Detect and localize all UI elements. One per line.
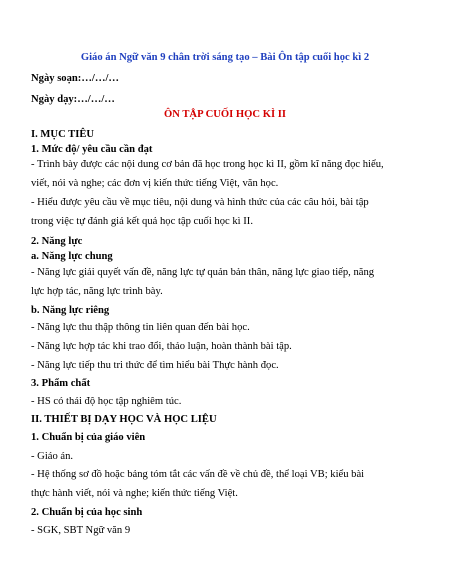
body-line: - HS có thái độ học tập nghiêm túc. (31, 396, 182, 407)
date-compose: Ngày soạn:…/…/… (31, 73, 119, 84)
body-line: - Năng lực tiếp thu tri thức để tìm hiểu bài Thực hành đọc. (31, 360, 279, 371)
lesson-title: ÔN TẬP CUỐI HỌC KÌ II (164, 109, 286, 120)
subsection-heading: a. Năng lực chung (31, 251, 113, 262)
body-line: - Năng lực thu thập thông tin liên quan đến bài học. (31, 322, 250, 333)
date-teach: Ngày dạy:…/…/… (31, 94, 115, 105)
body-line: - Giáo án. (31, 451, 74, 462)
body-line: trong việc tự đánh giá kết quả học tập cuối học kì II. (31, 216, 253, 227)
body-line: viết, nói và nghe; các đơn vị kiến thức tiếng Việt, văn học. (31, 178, 279, 189)
subsection-heading: 1. Chuẩn bị của giáo viên (31, 432, 146, 443)
body-line: - Hiểu được yêu cầu về mục tiêu, nội dung và hình thức của các câu hỏi, bài tập (31, 197, 369, 208)
body-line: - Năng lực hợp tác khi trao đổi, thảo luận, hoàn thành bài tập. (31, 341, 292, 352)
section-heading: I. MỤC TIÊU (31, 129, 95, 140)
subsection-heading: b. Năng lực riêng (31, 305, 110, 316)
subsection-heading: 2. Năng lực (31, 236, 83, 247)
body-line: thực hành viết, nói và nghe; kiến thức tiếng Việt. (31, 488, 238, 499)
body-line: lực hợp tác, năng lực trình bày. (31, 286, 163, 297)
document-title: Giáo án Ngữ văn 9 chân trời sáng tạo – Bài Ôn tập cuối học kì 2 (80, 52, 370, 63)
subsection-heading: 3. Phẩm chất (31, 378, 91, 389)
body-line: - Năng lực giải quyết vấn đề, năng lực tự quản bản thân, năng lực giao tiếp, năng (31, 267, 375, 278)
body-line: - Hệ thống sơ đồ hoặc bảng tóm tắt các vấn đề về chủ đề, thể loại VB; kiểu bài (31, 469, 365, 480)
body-line: - SGK, SBT Ngữ văn 9 (31, 525, 131, 536)
subsection-heading: 2. Chuẩn bị của học sinh (31, 507, 143, 518)
subsection-heading: 1. Mức độ/ yêu cầu cần đạt (31, 144, 153, 155)
section-heading: II. THIẾT BỊ DẠY HỌC VÀ HỌC LIỆU (31, 414, 217, 425)
body-line: - Trình bày được các nội dung cơ bản đã học trong học kì II, gồm kĩ năng đọc hiểu, (31, 159, 384, 170)
